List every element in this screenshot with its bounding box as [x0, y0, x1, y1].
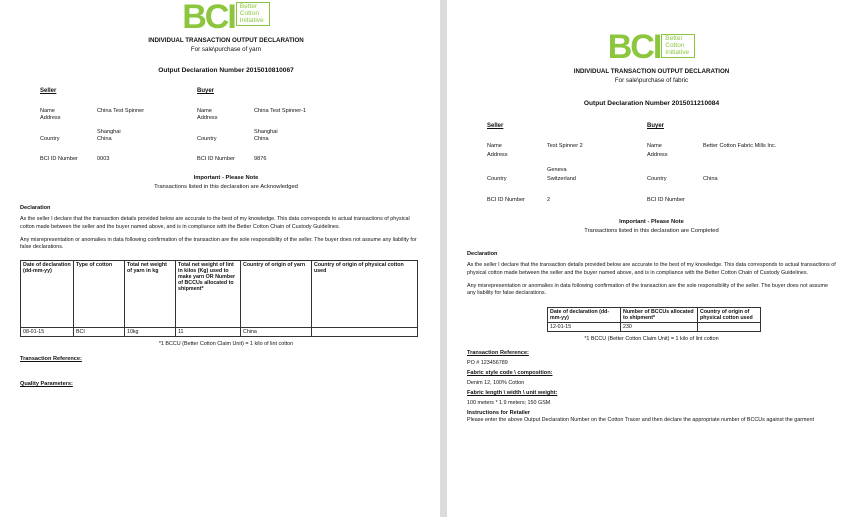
- table-header: Number of BCCUs allocated to shipment*: [621, 308, 698, 323]
- bccu-footnote: *1 BCCU (Better Cotton Claim Unit) = 1 kilo of lint cotton: [158, 341, 294, 348]
- seller-heading: Seller: [487, 123, 504, 129]
- table-header: Date of declaration (dd-mm-yy): [548, 308, 621, 323]
- table-row: [21, 328, 418, 337]
- retailer-instructions-heading: Instructions for Retailer: [467, 410, 531, 417]
- table-header: Date of declaration (dd-mm-yy): [21, 261, 74, 328]
- fabric-dimensions-value: 100 meters * 1.9 meters; 150 GSM: [467, 400, 551, 407]
- retailer-instructions-text: Please enter the above Output Declaration Number on the Cotton Tracer and then declare the appropriate number of BCCUs against the garment: [467, 417, 814, 424]
- buyer-bci-id-label: BCI ID Number: [197, 156, 235, 162]
- buyer-country: China: [703, 176, 718, 182]
- seller-name: China Test Spinner: [97, 108, 145, 114]
- declaration-number: Output Declaration Number 2015011210084: [583, 100, 720, 107]
- declaration-number: Output Declaration Number 2015010810067: [158, 67, 294, 74]
- document-title: INDIVIDUAL TRANSACTION OUTPUT DECLARATION: [148, 37, 304, 44]
- fabric-style-value: Denim 12, 100% Cotton: [467, 380, 525, 387]
- table-header-row: [548, 308, 761, 323]
- important-note-heading: Important - Please Note: [193, 175, 259, 181]
- seller-city: Geneva: [547, 167, 567, 173]
- transaction-reference-heading: Transaction Reference:: [20, 356, 82, 363]
- table-header: Total net weight of lint in kilos (Kg) used to make yarn OR Number of BCCUs allocated to shipment*: [176, 261, 241, 328]
- bci-logo: BCI Better Cotton Initiative: [467, 0, 836, 64]
- buyer-address-label: Address: [647, 152, 668, 158]
- seller-bci-id: 2: [547, 197, 551, 203]
- table-header-row: [21, 261, 418, 328]
- seller-bci-id-label: BCI ID Number: [40, 156, 78, 162]
- document-subtitle: For sale\purchase of yarn: [190, 46, 262, 53]
- table-cell: China: [241, 328, 312, 337]
- table-header: Total net weight of yarn in kg: [125, 261, 176, 328]
- table-header: Country of origin of physical cotton used: [698, 308, 761, 323]
- table-cell: 08-01-15: [21, 328, 74, 337]
- seller-name-label: Name: [40, 108, 55, 114]
- document-title: INDIVIDUAL TRANSACTION OUTPUT DECLARATION: [573, 68, 730, 75]
- buyer-name: China Test Spinner-1: [254, 108, 307, 114]
- buyer-country: China: [254, 136, 269, 142]
- status-note: Transactions listed in this declaration are Acknowledged: [154, 184, 298, 190]
- table-cell: [698, 323, 761, 332]
- table-cell: 11: [176, 328, 241, 337]
- fabric-declaration-document: [447, 0, 846, 517]
- seller-bci-id: 0003: [97, 156, 110, 162]
- buyer-bci-id: 9876: [254, 156, 267, 162]
- declaration-heading: Declaration: [467, 251, 498, 257]
- fabric-transaction-table: [547, 307, 761, 332]
- transaction-reference-value: PO # 123456789: [467, 360, 508, 367]
- table-cell: 230: [621, 323, 698, 332]
- seller-city: Shanghai: [97, 129, 121, 135]
- buyer-country-label: Country: [197, 136, 217, 142]
- status-note: Transactions listed in this declaration are Completed: [584, 228, 719, 234]
- seller-name-label: Name: [487, 143, 502, 149]
- yarn-transaction-table: [20, 260, 418, 337]
- seller-name: Test Spinner 2: [547, 143, 583, 149]
- table-header: Type of cotton: [74, 261, 125, 328]
- table-header: Country of origin of physical cotton used: [312, 261, 418, 328]
- declaration-paragraph-2: Any misrepresentation or anomalies in data following confirmation of the transaction are the sole responsibility of the seller. The buyer does not assume any liability for false declarations.: [467, 282, 828, 297]
- seller-address-label: Address: [40, 115, 61, 121]
- declaration-paragraph-1: As the seller I declare that the transaction details provided below are accurate to the best of my knowledge. This data corresponds to actual transactions of physical cotton made between the seller and the buyer named above, and is in compliance with the Better Cotton Chain of Custody Guidelines.: [467, 262, 836, 276]
- seller-country-label: Country: [487, 176, 507, 182]
- quality-parameters-heading: Quality Parameters:: [20, 381, 73, 388]
- seller-bci-id-label: BCI ID Number: [487, 197, 525, 203]
- table-cell: 12-01-15: [548, 323, 621, 332]
- buyer-heading: Buyer: [647, 123, 665, 129]
- buyer-heading: Buyer: [197, 88, 215, 94]
- important-note-heading: Important - Please Note: [619, 219, 684, 225]
- declaration-paragraph-2: Any misrepresentation or anomalies in data following confirmation of the transaction are the sole responsibility of the seller. The buyer does not assume any liability for false declarations.: [20, 236, 417, 251]
- buyer-name-label: Name: [647, 143, 662, 149]
- bccu-footnote: *1 BCCU (Better Cotton Claim Unit) = 1 kilo of lint cotton: [584, 336, 719, 343]
- buyer-bci-id-label: BCI ID Number: [647, 197, 685, 203]
- fabric-dimensions-heading: Fabric length \ width \ unit weight:: [467, 390, 558, 397]
- declaration-heading: Declaration: [20, 205, 51, 211]
- document-subtitle: For sale\purchase of fabric: [614, 77, 689, 84]
- declaration-paragraph-1: As the seller I declare that the transaction details provided below are accurate to the best of my knowledge. This data corresponds to actual transactions of physical cotton made between the seller and the buyer named above, and is in compliance with the Better Cotton Chain of Custody Guidelines.: [20, 216, 410, 230]
- table-row: [548, 323, 761, 332]
- buyer-name-label: Name: [197, 108, 212, 114]
- buyer-name: Better Cotton Fabric Mills Inc.: [703, 143, 777, 149]
- buyer-country-label: Country: [647, 176, 667, 182]
- transaction-reference-heading: Transaction Reference:: [467, 350, 529, 357]
- bci-logo: BCI Better Cotton Initiative: [30, 0, 422, 34]
- table-header: Country of origin of yarn: [241, 261, 312, 328]
- seller-country: Switzerland: [547, 176, 576, 182]
- seller-address-label: Address: [487, 152, 508, 158]
- seller-country: China: [97, 136, 112, 142]
- table-cell: BCI: [74, 328, 125, 337]
- buyer-address-label: Address: [197, 115, 218, 121]
- fabric-style-heading: Fabric style code \ composition:: [467, 370, 553, 377]
- seller-heading: Seller: [40, 88, 57, 94]
- table-cell: 10kg: [125, 328, 176, 337]
- buyer-city: Shanghai: [254, 129, 278, 135]
- seller-country-label: Country: [40, 136, 60, 142]
- table-cell: [312, 328, 418, 337]
